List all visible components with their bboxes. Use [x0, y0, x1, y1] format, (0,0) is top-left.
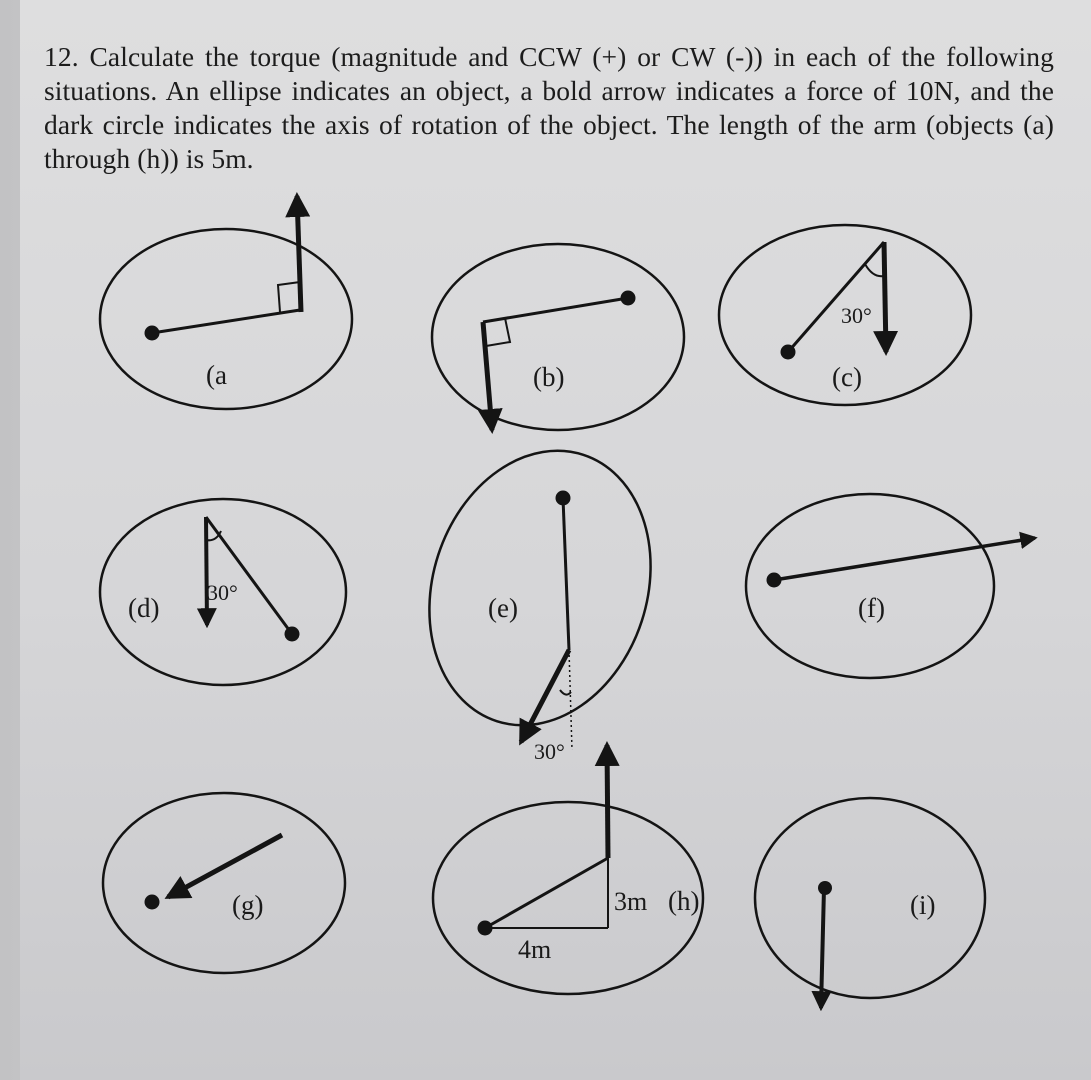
angle-label: 30° — [841, 303, 872, 328]
diagram-b — [432, 244, 684, 430]
diagram-d — [100, 499, 346, 685]
rotation-axis — [285, 627, 300, 642]
angle-label: 30° — [207, 580, 238, 605]
diagram-label: (h) — [668, 886, 700, 916]
force-arrow — [774, 538, 1035, 580]
diagram-label: (e) — [488, 593, 518, 623]
diagram-label: (c) — [832, 362, 862, 392]
angle-label: 30° — [534, 739, 565, 764]
reference-line — [569, 650, 572, 750]
force-arrow — [884, 242, 886, 352]
angle-arc — [865, 264, 884, 276]
rotation-axis — [145, 326, 160, 341]
diagram-h — [433, 745, 703, 994]
rotation-axis — [621, 291, 636, 306]
diagram-label: (d) — [128, 593, 160, 623]
force-arrow — [521, 650, 569, 742]
rotation-axis — [478, 921, 493, 936]
diagram-label: (i) — [910, 890, 936, 920]
horizontal-length-label: 4m — [518, 935, 552, 964]
rotation-axis — [781, 345, 796, 360]
force-arrow — [297, 196, 301, 312]
diagram-label: (g) — [232, 890, 264, 920]
diagram-g — [103, 793, 345, 973]
force-arrow — [206, 517, 207, 625]
lever-arm — [563, 498, 569, 650]
diagram-label: (b) — [533, 362, 565, 392]
rotation-axis — [818, 881, 832, 895]
diagram-f — [746, 494, 1035, 678]
force-arrow — [607, 745, 608, 858]
rotation-axis — [556, 491, 571, 506]
lever-arm — [152, 310, 300, 333]
object-ellipse — [433, 802, 703, 994]
object-ellipse — [755, 798, 985, 998]
object-ellipse — [746, 494, 994, 678]
problem-text: 12. Calculate the torque (magnitude and CCW (+) or CW (-)) in each of the following situations. An ellipse indicates an object, a bold arrow indicates a force of 10N, and the dark circle indicates the axis of rotation of the object. The length of the arm (objects (a) through (h)) is 5m. — [44, 41, 1054, 174]
lever-arm — [485, 858, 608, 928]
diagram-label: (a — [206, 360, 227, 390]
lever-arm — [788, 242, 884, 352]
diagram-i — [755, 798, 985, 1008]
object-ellipse — [432, 244, 684, 430]
rotation-axis — [145, 895, 160, 910]
angle-arc — [560, 690, 571, 695]
force-arrow — [168, 835, 282, 897]
diagram-a — [100, 196, 352, 409]
right-angle-marker — [278, 282, 300, 312]
diagram-e — [395, 422, 685, 764]
diagram-c — [719, 225, 971, 405]
rotation-axis — [767, 573, 782, 588]
vertical-length-label: 3m — [614, 887, 648, 916]
object-ellipse — [103, 793, 345, 973]
diagram-label: (f) — [858, 593, 885, 623]
